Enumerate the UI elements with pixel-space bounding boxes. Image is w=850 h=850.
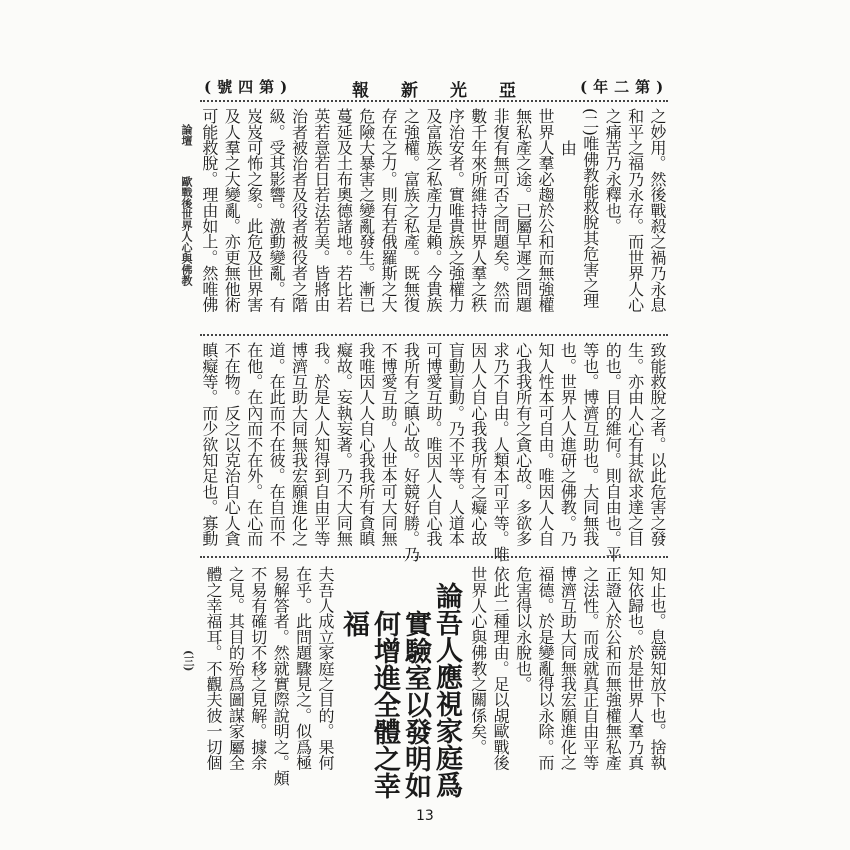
text-column: 不易有確切不移之見解。據余 <box>248 566 268 771</box>
margin-page-marker: (三) <box>182 650 195 672</box>
bottom-text-block <box>466 566 668 792</box>
text-column: 知人性本可自由。唯因人人自 <box>535 342 555 547</box>
text-column: 英若意若日若法若美。皆將由 <box>311 108 331 313</box>
text-column: 福德。於是變亂得以永除。而 <box>535 566 555 771</box>
text-column: 致能救脫之者。以此危害之發 <box>648 342 667 547</box>
text-column: 博濟互助大同無我宏願進化之 <box>289 342 309 547</box>
header-journal-title: 亞光新報 <box>352 81 548 101</box>
text-column: 在他。在內而不在外。在心而 <box>244 342 264 547</box>
text-column: 我唯因人人自心我我所有貪瞋 <box>356 342 376 547</box>
text-column: 及富族之私產力是賴。今貴族 <box>423 108 443 313</box>
text-column: (二)唯佛教能救脫其危害之理 <box>580 108 600 309</box>
text-column: 之強權。富族之私產。既無復 <box>401 108 421 313</box>
text-column: 依此二種理由。足以覘歐戰後 <box>491 566 511 771</box>
header-issue: (第四號) <box>204 78 294 96</box>
text-column: 夫吾人成立家庭之目的。果何 <box>316 566 335 771</box>
text-column: 也。世界人人進研之佛教。乃 <box>558 342 578 547</box>
text-column: 在乎。此問題驟見之。似爲極 <box>293 566 313 771</box>
article-title-line: 何增進全體之幸 <box>369 610 400 799</box>
article-title-line: 論吾人應視家庭爲 <box>431 582 462 798</box>
text-column: 及人羣之大變亂。亦更無他術 <box>222 108 242 313</box>
text-column: 知止也。息競知放下也。捨執 <box>648 566 667 771</box>
article-title-line: 福 <box>338 610 369 637</box>
text-column: 之法性。而成就真正自由平等 <box>580 566 600 771</box>
text-column: 正證入於公和而無強權無私產 <box>603 566 623 771</box>
text-column: 之妙用。然後戰殺之禍乃永息 <box>648 108 667 313</box>
text-column: 瞋癡等。而少欲知足也。寡動 <box>199 342 219 547</box>
text-column: 體之幸福耳。不觀夫彼一切個 <box>203 566 223 771</box>
text-column: 數千年來所維持世界人羣之秩 <box>468 108 488 313</box>
margin-article-title: 歐戰後世界人心與佛教 <box>180 176 193 286</box>
article-title <box>338 582 462 799</box>
text-column: 生。亦由人心有其欲求達之目 <box>625 342 645 547</box>
text-column: 可博愛互助。唯因人人自心我 <box>423 342 443 547</box>
text-column: 非復有無可否之問題矣。然而 <box>491 108 511 313</box>
top-text-block <box>197 108 668 332</box>
margin-section-label: 論壇 <box>180 124 193 146</box>
text-column: 之痛苦乃永釋也。 <box>603 108 623 234</box>
text-column: 我。於是人人知得到自由平等 <box>311 342 331 547</box>
text-column: 世界人羣必趨於公和而無強權 <box>535 108 555 313</box>
text-column: 可能救脫。理由如上。然唯佛 <box>199 108 219 313</box>
text-column: 危害得以永脫也。 <box>513 566 533 692</box>
text-column: 不在物。反之以克治自心人貪 <box>222 342 242 547</box>
text-column: 求乃不自由。人類本可平等。唯 <box>491 342 511 562</box>
text-column: 無私產之途。已屬早遲之問題 <box>513 108 533 313</box>
header-year: (第二年) <box>580 78 670 96</box>
text-column: 存在之力。則有若俄羅斯之大 <box>379 108 399 313</box>
text-column: 等也。博濟互助也。大同無我 <box>580 342 600 547</box>
text-column: 級。受其影響。激動變亂。有 <box>267 108 287 313</box>
text-column: 心我我所有之貪心故。多欲多 <box>513 342 533 547</box>
text-column: 岌岌可怖之象。此危及世界害 <box>244 108 264 313</box>
text-column: 我所有之瞋心故。好競好勝。乃 <box>401 342 421 562</box>
text-column: 治者被治者及役者被役者之階 <box>289 108 309 313</box>
new-article-body <box>202 566 336 792</box>
text-column: 和平之福乃永存。而世界人心 <box>625 108 645 313</box>
text-column: 序治安者。實唯貴族之強權力 <box>446 108 466 313</box>
section-divider <box>200 334 668 336</box>
text-column: 世界人心與佛教之關係矣。 <box>468 566 488 755</box>
text-column: 癡故。妄執妄著。乃不大同無 <box>334 342 354 547</box>
text-column: 蔓延及土布奧德諸地。若比若 <box>334 108 354 313</box>
header-divider <box>200 100 668 102</box>
text-column: 因人人自心我我所有之癡心故 <box>468 342 488 547</box>
text-column: 的也。目的維何。則自由也。平 <box>603 342 623 562</box>
text-column: 博濟互助大同無我宏願進化之 <box>558 566 578 771</box>
text-column: 盲動盲動。乃不平等。人道本 <box>446 342 466 547</box>
text-column: 易解答者。然就實際說明之。頗 <box>271 566 291 786</box>
middle-text-block <box>197 342 668 562</box>
text-column: 道。在此而不在彼。在自而不 <box>267 342 287 547</box>
text-column: 之見。其目的殆爲圖謀家屬全 <box>226 566 246 771</box>
text-column: 由 <box>558 140 578 156</box>
page-number: 13 <box>416 808 434 824</box>
article-title-line: 實驗室以發明如 <box>400 610 431 799</box>
text-column: 知依歸也。於是世界人羣乃真 <box>625 566 645 771</box>
text-column: 不博愛互助。人世本可大同無 <box>379 342 399 547</box>
text-column: 危險大暴害之變亂發生。漸已 <box>356 108 376 313</box>
section-divider <box>200 556 668 558</box>
